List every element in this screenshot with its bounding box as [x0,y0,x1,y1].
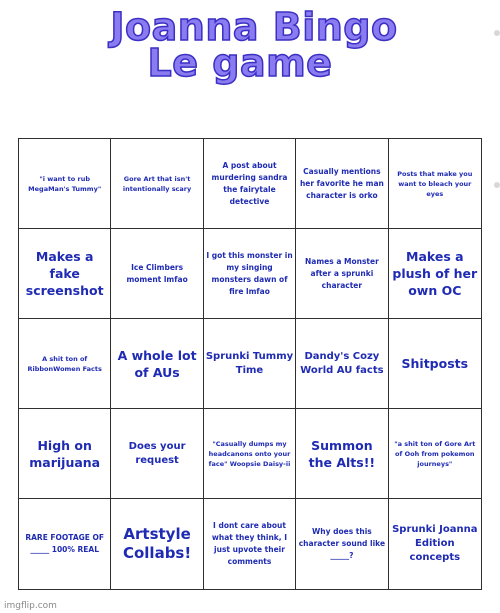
bingo-cell[interactable] [204,139,296,229]
bingo-cell[interactable] [296,319,388,409]
bingo-board [18,138,482,590]
cell-text: "i want to rub MegaMan's Tummy" [28,174,102,193]
cell-text: Sprunki Joanna Edition concepts [392,524,478,563]
cell-text: Gore Art that isn't intentionally scary [122,174,192,193]
bingo-cell[interactable] [389,139,481,229]
bingo-cell[interactable] [204,229,296,319]
edge-decoration [494,182,500,188]
cell-text: Posts that make you want to bleach your eyes [397,169,473,198]
cell-text: Summon the Alts!! [308,437,376,470]
cell-text: Shitposts [401,356,469,371]
bingo-cell[interactable] [389,229,481,319]
cell-text: Casually mentions her favorite he man character is orko [299,166,384,200]
bingo-cell[interactable] [111,409,203,499]
bingo-cell[interactable] [389,319,481,409]
title-line-1: Joanna Bingo [110,5,398,49]
bingo-cell[interactable] [111,319,203,409]
edge-decoration [494,30,500,36]
cell-text: RARE FOOTAGE OF _____ 100% REAL [25,533,105,554]
cell-text: High on marijuana [29,437,101,470]
cell-text: "Casually dumps my headcanons onto your face" Woopsie Daisy-ii [208,439,291,468]
cell-text: Makes a fake screenshot [25,249,104,298]
cell-text: A shit ton of RibbonWomen Facts [27,354,102,373]
cell-text: Dandy's Cozy World AU facts [300,350,384,376]
cell-text: Artstyle Collabs! [122,525,192,562]
cell-text: Why does this character sound like _____? [298,527,386,560]
bingo-cell[interactable] [111,139,203,229]
cell-text: I dont care about what they think, I just upvote their comments [211,521,288,566]
cell-text: A whole lot of AUs [117,347,197,380]
cell-text: Makes a plush of her own OC [392,249,478,298]
bingo-cell[interactable] [296,409,388,499]
bingo-cell[interactable] [19,319,111,409]
cell-text: Does your request [128,440,186,466]
cell-text: A post about murdering sandra the fairytale detective [211,160,288,206]
bingo-cell[interactable] [19,409,111,499]
bingo-cell[interactable] [389,409,481,499]
cell-text: I got this monster in my singing monsters dawn of fire lmfao [206,250,293,296]
bingo-cell[interactable] [19,139,111,229]
bingo-cell[interactable] [296,229,388,319]
bingo-cell[interactable] [204,499,296,589]
bingo-cell[interactable] [296,499,388,589]
cell-text: "a shit ton of Gore Art of Ooh from pokemon journeys" [394,439,476,468]
bingo-cell[interactable] [204,409,296,499]
bingo-cell[interactable] [19,499,111,589]
cell-text: Sprunki Tummy Time [205,350,294,376]
title-line-2: Le game [147,41,333,85]
bingo-cell[interactable] [111,499,203,589]
bingo-cell[interactable] [389,499,481,589]
bingo-cell[interactable] [19,229,111,319]
bingo-cell[interactable] [204,319,296,409]
watermark: imgflip.com [4,601,57,611]
cell-text: Ice Climbers moment lmfao [126,262,188,284]
bingo-cell[interactable] [111,229,203,319]
cell-text: Names a Monster after a sprunki character [305,256,379,290]
bingo-cell[interactable] [296,139,388,229]
